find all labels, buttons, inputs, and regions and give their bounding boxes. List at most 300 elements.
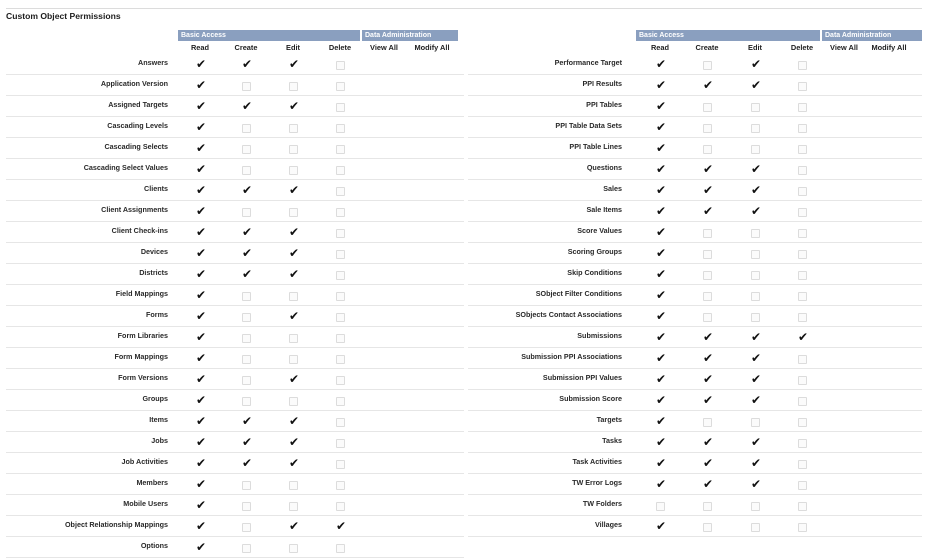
permission-checked	[655, 353, 665, 363]
object-name: Mobile Users	[123, 499, 168, 508]
object-name: Sales	[603, 184, 622, 193]
table-row	[6, 453, 464, 474]
table-row	[6, 159, 464, 180]
table-row	[6, 495, 464, 516]
object-name: Villages	[594, 520, 622, 529]
object-name: Targets	[596, 415, 622, 424]
section-title: Custom Object Permissions	[6, 11, 121, 21]
check-icon: ✔	[656, 435, 667, 449]
permission-unchecked	[797, 374, 807, 384]
empty-checkbox-icon	[798, 124, 807, 133]
permission-unchecked	[702, 227, 712, 237]
check-icon: ✔	[289, 372, 300, 386]
empty-checkbox-icon	[656, 502, 665, 511]
permission-unchecked	[241, 395, 251, 405]
object-name: Members	[136, 478, 168, 487]
permission-checked	[195, 248, 205, 258]
permission-unchecked	[288, 353, 298, 363]
table-row	[6, 369, 464, 390]
permission-unchecked	[702, 521, 712, 531]
permission-unchecked	[750, 521, 760, 531]
table-row	[468, 390, 922, 411]
object-name: Forms	[146, 310, 168, 319]
empty-checkbox-icon	[798, 418, 807, 427]
empty-checkbox-icon	[336, 145, 345, 154]
check-icon: ✔	[196, 57, 207, 71]
object-name: Answers	[138, 58, 168, 67]
check-icon: ✔	[656, 351, 667, 365]
empty-checkbox-icon	[336, 271, 345, 280]
empty-checkbox-icon	[336, 544, 345, 553]
permission-checked	[750, 164, 760, 174]
empty-checkbox-icon	[798, 145, 807, 154]
empty-checkbox-icon	[289, 208, 298, 217]
object-name: Skip Conditions	[567, 268, 622, 277]
empty-checkbox-icon	[703, 502, 712, 511]
check-icon: ✔	[751, 57, 762, 71]
permission-unchecked	[797, 521, 807, 531]
check-icon: ✔	[196, 141, 207, 155]
permission-unchecked	[702, 143, 712, 153]
permission-unchecked	[335, 143, 345, 153]
check-icon: ✔	[656, 183, 667, 197]
empty-checkbox-icon	[751, 502, 760, 511]
object-name: PPI Tables	[586, 100, 622, 109]
permission-checked	[195, 206, 205, 216]
permission-unchecked	[241, 80, 251, 90]
empty-checkbox-icon	[336, 481, 345, 490]
object-name: Questions	[586, 163, 622, 172]
permission-checked	[195, 353, 205, 363]
permission-checked	[702, 332, 712, 342]
empty-checkbox-icon	[242, 502, 251, 511]
empty-checkbox-icon	[242, 82, 251, 91]
empty-checkbox-icon	[703, 292, 712, 301]
permission-unchecked	[797, 395, 807, 405]
permission-unchecked	[797, 101, 807, 111]
permission-unchecked	[797, 479, 807, 489]
permission-unchecked	[750, 311, 760, 321]
permission-checked	[750, 80, 760, 90]
empty-checkbox-icon	[703, 418, 712, 427]
empty-checkbox-icon	[336, 103, 345, 112]
permission-checked	[750, 458, 760, 468]
object-name: Devices	[140, 247, 168, 256]
check-icon: ✔	[751, 393, 762, 407]
permission-checked	[702, 458, 712, 468]
empty-checkbox-icon	[242, 376, 251, 385]
table-row	[6, 201, 464, 222]
table-row	[6, 348, 464, 369]
empty-checkbox-icon	[242, 292, 251, 301]
table-row	[6, 75, 464, 96]
permission-unchecked	[655, 500, 665, 510]
permission-checked	[655, 80, 665, 90]
check-icon: ✔	[751, 477, 762, 491]
check-icon: ✔	[289, 246, 300, 260]
empty-checkbox-icon	[336, 397, 345, 406]
empty-checkbox-icon	[242, 355, 251, 364]
object-name: Form Versions	[118, 373, 168, 382]
object-name: Districts	[139, 268, 168, 277]
permission-checked	[288, 374, 298, 384]
object-name: Form Libraries	[117, 331, 168, 340]
check-icon: ✔	[196, 162, 207, 176]
object-name: Submission PPI Associations	[521, 352, 622, 361]
empty-checkbox-icon	[336, 376, 345, 385]
permission-unchecked	[797, 248, 807, 258]
permission-unchecked	[335, 500, 345, 510]
check-icon: ✔	[656, 225, 667, 239]
column-header-modify-all: Modify All	[871, 43, 907, 52]
check-icon: ✔	[703, 456, 714, 470]
object-name: Tasks	[602, 436, 622, 445]
object-name: Client Check-ins	[111, 226, 168, 235]
empty-checkbox-icon	[751, 124, 760, 133]
empty-checkbox-icon	[336, 502, 345, 511]
permission-unchecked	[797, 311, 807, 321]
empty-checkbox-icon	[289, 82, 298, 91]
permission-checked	[195, 290, 205, 300]
permission-checked	[195, 164, 205, 174]
check-icon: ✔	[242, 435, 253, 449]
table-row	[6, 411, 464, 432]
permission-unchecked	[335, 206, 345, 216]
permission-checked	[702, 374, 712, 384]
permission-checked	[288, 227, 298, 237]
table-row	[6, 138, 464, 159]
object-name: Form Mappings	[114, 352, 168, 361]
object-name: Task Activities	[572, 457, 622, 466]
permission-unchecked	[797, 59, 807, 69]
check-icon: ✔	[656, 393, 667, 407]
permission-checked	[702, 353, 712, 363]
permission-checked	[195, 101, 205, 111]
object-name: TW Folders	[582, 499, 622, 508]
permission-checked	[702, 206, 712, 216]
empty-checkbox-icon	[798, 523, 807, 532]
empty-checkbox-icon	[289, 334, 298, 343]
table-row	[468, 75, 922, 96]
permission-unchecked	[288, 542, 298, 552]
check-icon: ✔	[703, 78, 714, 92]
permission-unchecked	[288, 500, 298, 510]
empty-checkbox-icon	[703, 523, 712, 532]
check-icon: ✔	[242, 183, 253, 197]
object-name: SObject Filter Conditions	[535, 289, 622, 298]
check-icon: ✔	[703, 372, 714, 386]
table-row	[6, 285, 464, 306]
table-row	[468, 159, 922, 180]
permission-unchecked	[702, 290, 712, 300]
object-name: Score Values	[577, 226, 622, 235]
permission-unchecked	[241, 500, 251, 510]
object-name: Field Mappings	[115, 289, 168, 298]
check-icon: ✔	[798, 330, 809, 344]
table-row	[468, 369, 922, 390]
permission-unchecked	[335, 353, 345, 363]
empty-checkbox-icon	[751, 523, 760, 532]
permission-checked	[288, 437, 298, 447]
permission-unchecked	[797, 353, 807, 363]
empty-checkbox-icon	[703, 145, 712, 154]
empty-checkbox-icon	[289, 292, 298, 301]
empty-checkbox-icon	[336, 208, 345, 217]
check-icon: ✔	[656, 288, 667, 302]
object-name: Application Version	[100, 79, 168, 88]
check-icon: ✔	[703, 162, 714, 176]
empty-checkbox-icon	[289, 124, 298, 133]
permission-unchecked	[750, 500, 760, 510]
empty-checkbox-icon	[289, 145, 298, 154]
permission-checked	[797, 332, 807, 342]
empty-checkbox-icon	[336, 61, 345, 70]
permission-unchecked	[797, 122, 807, 132]
permission-unchecked	[797, 164, 807, 174]
check-icon: ✔	[656, 456, 667, 470]
table-row	[468, 285, 922, 306]
table-row	[6, 474, 464, 495]
empty-checkbox-icon	[336, 460, 345, 469]
column-header-view-all: View All	[830, 43, 858, 52]
permission-checked	[288, 416, 298, 426]
empty-checkbox-icon	[798, 397, 807, 406]
empty-checkbox-icon	[703, 250, 712, 259]
permission-checked	[750, 374, 760, 384]
permission-unchecked	[335, 101, 345, 111]
empty-checkbox-icon	[336, 418, 345, 427]
permission-unchecked	[241, 143, 251, 153]
object-name: Client Assignments	[101, 205, 168, 214]
empty-checkbox-icon	[289, 355, 298, 364]
permission-unchecked	[241, 353, 251, 363]
permission-unchecked	[288, 122, 298, 132]
permission-unchecked	[335, 59, 345, 69]
check-icon: ✔	[196, 78, 207, 92]
check-icon: ✔	[289, 519, 300, 533]
empty-checkbox-icon	[336, 292, 345, 301]
permission-checked	[241, 101, 251, 111]
check-icon: ✔	[656, 477, 667, 491]
permission-checked	[195, 311, 205, 321]
column-header-delete: Delete	[790, 43, 814, 52]
check-icon: ✔	[196, 267, 207, 281]
permission-unchecked	[797, 80, 807, 90]
check-icon: ✔	[656, 141, 667, 155]
permission-checked	[750, 59, 760, 69]
empty-checkbox-icon	[798, 502, 807, 511]
permission-checked	[655, 269, 665, 279]
permission-unchecked	[288, 206, 298, 216]
permission-checked	[655, 164, 665, 174]
check-icon: ✔	[703, 204, 714, 218]
check-icon: ✔	[242, 414, 253, 428]
object-name: Job Activities	[121, 457, 168, 466]
column-header-edit: Edit	[748, 43, 762, 52]
object-name: Groups	[142, 394, 168, 403]
permission-checked	[241, 227, 251, 237]
table-row	[6, 390, 464, 411]
permission-checked	[702, 479, 712, 489]
check-icon: ✔	[289, 267, 300, 281]
empty-checkbox-icon	[798, 313, 807, 322]
permission-checked	[288, 248, 298, 258]
permission-checked	[241, 416, 251, 426]
permission-unchecked	[750, 101, 760, 111]
empty-checkbox-icon	[703, 313, 712, 322]
check-icon: ✔	[751, 435, 762, 449]
check-icon: ✔	[289, 435, 300, 449]
permission-checked	[241, 248, 251, 258]
empty-checkbox-icon	[751, 292, 760, 301]
permission-checked	[702, 395, 712, 405]
permission-checked	[195, 458, 205, 468]
permission-unchecked	[241, 122, 251, 132]
group-header-basic-access: Basic Access	[178, 30, 360, 41]
check-icon: ✔	[751, 183, 762, 197]
permission-checked	[655, 311, 665, 321]
empty-checkbox-icon	[798, 61, 807, 70]
table-row	[6, 516, 464, 537]
empty-checkbox-icon	[703, 229, 712, 238]
check-icon: ✔	[196, 414, 207, 428]
permission-checked	[655, 248, 665, 258]
check-icon: ✔	[703, 330, 714, 344]
check-icon: ✔	[656, 99, 667, 113]
column-header-delete: Delete	[328, 43, 352, 52]
object-name: TW Error Logs	[572, 478, 622, 487]
permission-checked	[655, 290, 665, 300]
object-name: Scoring Groups	[567, 247, 622, 256]
permission-checked	[241, 437, 251, 447]
check-icon: ✔	[656, 330, 667, 344]
permission-checked	[288, 185, 298, 195]
empty-checkbox-icon	[242, 397, 251, 406]
object-name: Cascading Select Values	[83, 163, 168, 172]
check-icon: ✔	[196, 204, 207, 218]
check-icon: ✔	[656, 246, 667, 260]
table-row	[468, 180, 922, 201]
table-row	[468, 222, 922, 243]
empty-checkbox-icon	[798, 292, 807, 301]
permission-unchecked	[241, 521, 251, 531]
column-header-modify-all: Modify All	[414, 43, 450, 52]
permission-checked	[288, 311, 298, 321]
table-row	[468, 432, 922, 453]
check-icon: ✔	[196, 540, 207, 554]
check-icon: ✔	[289, 309, 300, 323]
empty-checkbox-icon	[798, 355, 807, 364]
table-row	[468, 117, 922, 138]
object-name: Assigned Targets	[108, 100, 168, 109]
permission-checked	[750, 479, 760, 489]
permission-unchecked	[288, 164, 298, 174]
permission-checked	[750, 353, 760, 363]
column-header-create: Create	[695, 43, 719, 52]
check-icon: ✔	[196, 519, 207, 533]
check-icon: ✔	[751, 351, 762, 365]
permission-checked	[655, 416, 665, 426]
table-row	[468, 138, 922, 159]
permission-checked	[288, 269, 298, 279]
check-icon: ✔	[656, 372, 667, 386]
empty-checkbox-icon	[242, 145, 251, 154]
permission-checked	[195, 332, 205, 342]
empty-checkbox-icon	[242, 124, 251, 133]
check-icon: ✔	[196, 351, 207, 365]
permission-unchecked	[288, 290, 298, 300]
object-name: Submissions	[577, 331, 622, 340]
check-icon: ✔	[196, 456, 207, 470]
permission-unchecked	[241, 206, 251, 216]
check-icon: ✔	[751, 78, 762, 92]
empty-checkbox-icon	[751, 103, 760, 112]
check-icon: ✔	[656, 309, 667, 323]
permission-unchecked	[241, 164, 251, 174]
permission-unchecked	[241, 332, 251, 342]
permission-checked	[655, 395, 665, 405]
empty-checkbox-icon	[703, 61, 712, 70]
check-icon: ✔	[703, 435, 714, 449]
object-name: Performance Target	[554, 58, 622, 67]
check-icon: ✔	[196, 246, 207, 260]
check-icon: ✔	[656, 162, 667, 176]
permission-unchecked	[797, 269, 807, 279]
column-header-edit: Edit	[286, 43, 300, 52]
empty-checkbox-icon	[289, 502, 298, 511]
empty-checkbox-icon	[703, 271, 712, 280]
empty-checkbox-icon	[242, 208, 251, 217]
permission-unchecked	[335, 311, 345, 321]
empty-checkbox-icon	[289, 397, 298, 406]
permission-checked	[655, 521, 665, 531]
column-header-view-all: View All	[370, 43, 398, 52]
permission-checked	[655, 101, 665, 111]
check-icon: ✔	[751, 372, 762, 386]
permission-unchecked	[335, 416, 345, 426]
permission-checked	[288, 521, 298, 531]
permission-unchecked	[750, 290, 760, 300]
permission-checked	[655, 332, 665, 342]
table-row	[468, 516, 922, 537]
check-icon: ✔	[196, 435, 207, 449]
permission-checked	[655, 122, 665, 132]
permission-unchecked	[288, 332, 298, 342]
permission-unchecked	[335, 80, 345, 90]
empty-checkbox-icon	[289, 166, 298, 175]
check-icon: ✔	[703, 351, 714, 365]
permission-unchecked	[702, 500, 712, 510]
permission-checked	[655, 479, 665, 489]
check-icon: ✔	[703, 393, 714, 407]
permission-unchecked	[335, 164, 345, 174]
permission-unchecked	[288, 479, 298, 489]
permission-checked	[702, 185, 712, 195]
column-header-read: Read	[650, 43, 670, 52]
empty-checkbox-icon	[798, 229, 807, 238]
table-row	[468, 306, 922, 327]
permission-unchecked	[797, 290, 807, 300]
empty-checkbox-icon	[751, 250, 760, 259]
permission-checked	[750, 332, 760, 342]
table-row	[6, 117, 464, 138]
permission-unchecked	[241, 542, 251, 552]
table-row	[468, 348, 922, 369]
check-icon: ✔	[196, 498, 207, 512]
object-name: Submission PPI Values	[542, 373, 622, 382]
empty-checkbox-icon	[242, 481, 251, 490]
object-name: SObjects Contact Associations	[515, 310, 622, 319]
